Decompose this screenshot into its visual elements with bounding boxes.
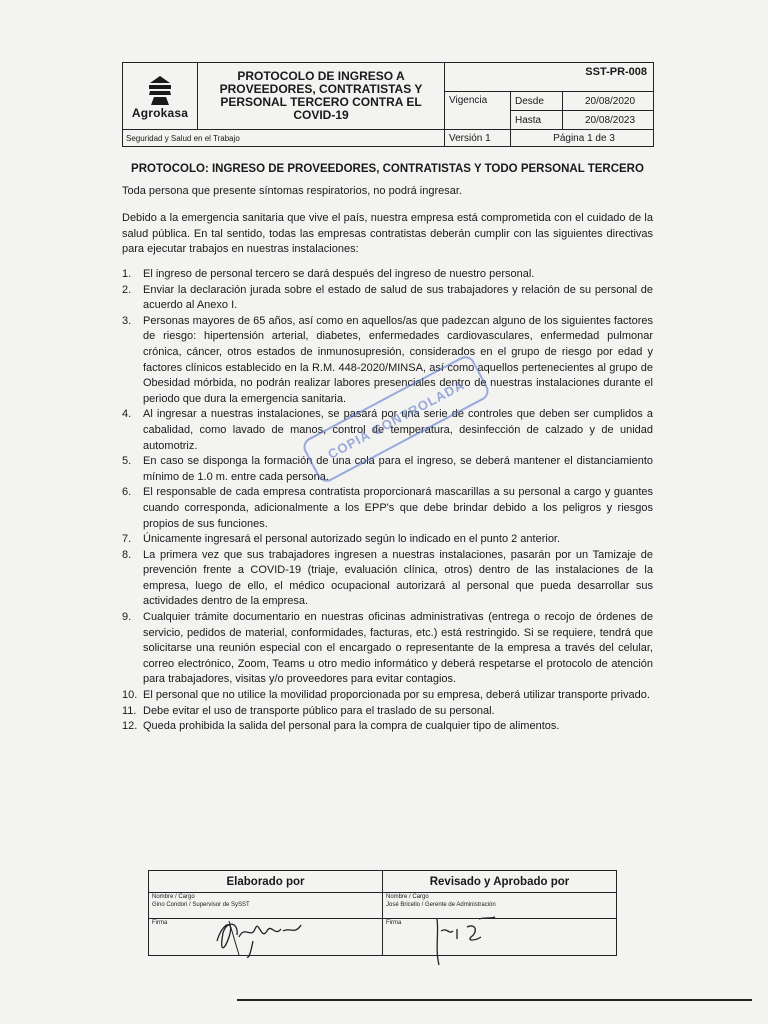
item-text: Enviar la declaración jurada sobre el estado de salud de sus trabajadores y relación de su personal de acuerdo al Anexo I. — [143, 283, 653, 312]
page-number: Página 1 de 3 — [511, 130, 654, 147]
item-text: El responsable de cada empresa contratista proporcionará mascarillas a su personal a cargo y guantes cuando corresponda, adicionalmente a los EPP's que debe brindar debido a los peligros y riesgos propios de sus funciones. — [143, 486, 653, 530]
list-item — [122, 267, 653, 283]
area-label: Seguridad y Salud en el Trabajo — [123, 130, 445, 147]
title-line: PROTOCOLO DE INGRESO A — [237, 69, 405, 84]
list-item — [122, 314, 653, 408]
approved-by-signature-cell — [383, 918, 617, 955]
document-title-cell — [198, 63, 445, 130]
item-text: Queda prohibida la salida del personal para la compra de cualquier tipo de alimentos. — [143, 720, 560, 733]
item-number: 12. — [122, 720, 138, 733]
handwritten-signature-right — [423, 913, 513, 969]
approved-by-header: Revisado y Aprobado por — [383, 871, 617, 893]
item-text: Debe evitar el uso de transporte público para el traslado de su personal. — [143, 704, 495, 717]
agrokasa-logo-icon — [147, 76, 173, 106]
company-logo — [123, 63, 198, 130]
hasta-value: 20/08/2023 — [563, 111, 654, 130]
firma-label: Firma — [152, 919, 168, 926]
list-item — [122, 283, 653, 314]
firma-label: Firma — [386, 919, 402, 926]
document-header-table — [122, 62, 654, 147]
hasta-label: Hasta — [511, 111, 563, 130]
title-line: PERSONAL TERCERO CONTRA EL — [220, 95, 422, 110]
list-item — [122, 688, 653, 704]
controlled-copy-stamp: COPIA CONTROLADA — [300, 353, 492, 486]
desde-label: Desde — [511, 92, 563, 111]
item-text: Únicamente ingresará el personal autorizado según lo indicado en el punto 2 anterior. — [143, 533, 561, 546]
title-line: COVID-19 — [293, 108, 349, 123]
item-number: 11. — [122, 704, 137, 717]
item-number: 3. — [122, 314, 132, 327]
item-number: 8. — [122, 548, 132, 561]
vigencia-label: Vigencia — [445, 92, 511, 130]
item-number: 5. — [122, 455, 132, 468]
company-name: Agrokasa — [131, 106, 189, 121]
item-number: 6. — [122, 486, 132, 499]
version-label: Versión 1 — [445, 130, 511, 147]
document-code: SST-PR-008 — [445, 63, 654, 92]
item-text: La primera vez que sus trabajadores ingresen a nuestras instalaciones, pasarán por un Tamizaje de prevención frente a COVID-19 (triaje, evaluación clínica, otros) dentro de las instalaciones de la empresa, luego de ello, el médico ocupacional autorizará al personal que pueda desarrollar sus actividades dentro de la empresa. — [143, 548, 653, 608]
item-number: 10. — [122, 689, 138, 702]
prepared-by-name: Gino Condori / Supervisor de SySST — [152, 902, 250, 909]
protocol-title: PROTOCOLO: INGRESO DE PROVEEDORES, CONTRATISTAS Y TODO PERSONAL TERCERO — [131, 163, 644, 175]
item-text: El ingreso de personal tercero se dará después del ingreso de nuestro personal. — [143, 268, 535, 280]
desde-value: 20/08/2020 — [563, 92, 654, 111]
item-number: 1. — [122, 268, 132, 280]
item-number: 7. — [122, 533, 132, 546]
item-text: Al ingresar a nuestras instalaciones, se pasará por una serie de controles que deben ser cumplidos a cabalidad, como lavado de manos, control de temperatura, desinfección de calzado y de unidad automotriz. — [143, 408, 653, 452]
list-item — [122, 485, 653, 532]
name-label: Nombre / Cargo — [152, 894, 195, 901]
footer-rule — [237, 999, 752, 1001]
signature-table — [148, 870, 617, 956]
handwritten-signature-left — [209, 911, 319, 961]
directives-paragraph: Debido a la emergencia sanitaria que vive el país, nuestra empresa está comprometida con el cuidado de la salud pública. En tal sentido, todas las empresas contratistas deberán cumplir con las siguientes directivas para ejecutar trabajos en nuestras instalaciones: — [122, 212, 653, 256]
item-text: El personal que no utilice la movilidad proporcionada por su empresa, deberá utilizar transporte privado. — [143, 689, 650, 702]
prepared-by-signature-cell — [149, 918, 383, 955]
directives-list — [122, 267, 653, 735]
item-text: En caso se disponga la formación de una cola para el ingreso, se deberá mantener el distanciamiento mínimo de 1.0 m. entre cada persona. — [143, 455, 653, 483]
prepared-by-header: Elaborado por — [149, 871, 383, 893]
title-line: PROVEEDORES, CONTRATISTAS Y — [219, 82, 423, 97]
list-item — [122, 704, 653, 720]
list-item — [122, 610, 653, 688]
item-number: 2. — [122, 283, 132, 296]
item-text: Cualquier trámite documentario en nuestras oficinas administrativas (entrega o recojo de órdenes de servicio, pedidos de material, conformidades, facturas, etc.) está restringido. Si se requiere, tendrá que solicitarse una reunión especial con el encargado o representante de la empresa a través del celular, correo electrónico, Zoom, Teams u otro medio informático y deberá respetarse el protocolo de atención para trabajadores, visitas y/o proveedores para evitar contagios. — [143, 611, 653, 686]
item-number: 9. — [122, 611, 132, 624]
intro-paragraph: Toda persona que presente síntomas respiratorios, no podrá ingresar. — [122, 185, 462, 197]
item-number: 4. — [122, 408, 132, 421]
name-label: Nombre / Cargo — [386, 894, 429, 901]
list-item — [122, 719, 653, 735]
list-item — [122, 454, 653, 485]
item-text: Personas mayores de 65 años, así como en aquellos/as que padezcan alguno de los siguientes factores de riesgo: hipertensión arterial, diabetes, enfermedades cardiovasculares, enfermedad pulmonar crónica, cáncer, otros estados de inmunosupresión, considerados en el grupo de riesgo por edad y factores clínicos establecido en la R.M. 448-2020/MINSA, así como aquellos pertenecientes al grupo de Obesidad mórbida, no podrán realizar labores presenciales dentro de nuestras instalaciones durante el periodo que dura la emergencia sanitaria. — [143, 314, 653, 405]
list-item — [122, 548, 653, 610]
list-item — [122, 532, 653, 548]
approved-by-name: José Bricello / Gerente de Administración — [386, 902, 496, 909]
